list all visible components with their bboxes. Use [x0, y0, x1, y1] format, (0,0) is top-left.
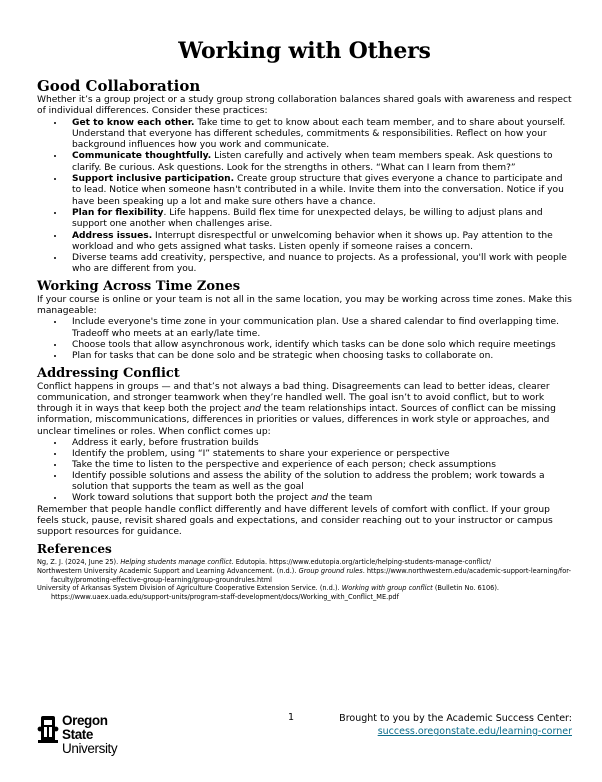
list-item: • Identify possible solutions and assess the ability of the solution to address the problem; work towards a solution that supports the team as well as the goal [65, 471, 572, 493]
good-collaboration-section [37, 77, 572, 276]
list-item: • Choose tools that allow asynchronous work, identify which tasks can be done solo which require meetings [65, 340, 572, 351]
footer-credit [339, 712, 572, 738]
list-item: • Plan for flexibility. Life happens. Build flex time for unexpected delays, be willing to adjust plans and support one another when challenges arise. [65, 208, 572, 231]
osu-logo [37, 712, 132, 756]
conflict-section [37, 366, 572, 539]
references-section [37, 542, 572, 601]
list-item: • Communicate thoughtfully. Listen carefully and actively when team members speak. Ask questions to clarify. Be curious. Ask questions. Look for the strengths in others. “What can I learn from them?” [65, 151, 572, 174]
page-title: Working with Others [178, 38, 431, 64]
collaboration-practices-list [37, 118, 572, 276]
reference-entry: University of Arkansas System Division of Agriculture Cooperative Extension Service. (n.d.). Working with group conflict (Bulletin No. 6106). https://www.uaex.uada.edu/support-units/program-staff-development/docs/Working_with_Conflict_ME.pdf [37, 584, 500, 601]
list-item: • Address issues. Interrupt disrespectful or unwelcoming behavior when it shows up. Pay attention to the workload and who gets assigned what tasks. Listen openly if someone raises a concern. [65, 231, 572, 254]
list-item: • Address it early, before frustration builds [65, 438, 572, 449]
time-zones-intro: If your course is online or your team is not all in the same location, you may be working across time zones. Make this manageable: [37, 294, 572, 317]
time-zones-heading: Working Across Time Zones [37, 278, 241, 294]
conflict-closing: Remember that people handle conflict differently and have different levels of comfort with conflict. If your group feels stuck, pause, revisit shared goals and expectations, and consider reaching out to your instructor or campus support resources for guidance. [37, 504, 553, 538]
learning-corner-link[interactable]: success.oregonstate.edu/learning-corner [377, 726, 572, 737]
reference-entry: Ng, Z. J. (2024, June 25). Helping students manage conflict. Edutopia. https://www.edutopia.org/article/helping-students-manage-conflict/ [37, 558, 491, 567]
credit-text: Brought to you by the Academic Success Center: [339, 713, 572, 724]
conflict-steps-list [37, 438, 572, 505]
good-collaboration-intro: Whether it’s a group project or a study group strong collaboration balances shared goals with awareness and respect of individual differences. Consider these practices: [37, 95, 572, 117]
page-number: 1 [288, 712, 295, 723]
list-item: • Identify the problem, using “I” statements to share your experience or perspective [65, 449, 572, 460]
list-item: • Diverse teams add creativity, perspective, and nuance to projects. As a professional, you'll work with people who are different from you. [65, 253, 572, 276]
conflict-heading: Addressing Conflict [37, 365, 180, 381]
references-list [37, 558, 572, 601]
list-item: • Take the time to listen to the perspective and experience of each person; check assumptions [65, 460, 572, 471]
list-item: • Include everyone's time zone in your communication plan. Use a shared calendar to find overlapping time. Tradeoff who meets at an early/late time. [65, 317, 572, 340]
list-item: • Get to know each other. Take time to get to know about each team member, and to share about yourself. Understand that everyone has different schedules, commitments & responsibilities. Reflect on how your background influences how you work and communicate. [65, 118, 572, 152]
reference-entry: Northwestern University Academic Support and Learning Advancement. (n.d.). Group ground rules. https://www.northwestern.edu/academic-support-learning/for-faculty/promoting-effective-group-learning/group-groundrules.html [37, 567, 571, 584]
osu-wordmark: Oregon State University [62, 713, 118, 756]
list-item: • Plan for tasks that can be done solo and be strategic when choosing tasks to collaborate on. [65, 351, 572, 362]
page-footer [37, 712, 572, 756]
references-heading: References [37, 542, 112, 557]
time-zones-list [37, 317, 572, 362]
list-item: • Work toward solutions that support both the project and the team [65, 493, 572, 504]
good-collaboration-heading: Good Collaboration [37, 77, 201, 95]
conflict-intro: Conflict happens in groups — and that’s not always a bad thing. Disagreements can lead to better ideas, clearer communication, and stronger teamwork when they’re handled well. The goal isn’t to avoid conflict, but to work through it in ways that keep both the project and the team relationships intact. Sources of conflict can be missing information, miscommunications, differences in priorities or values, differences in work style or approaches, and unclear timelines or roles. When conflict comes up: [37, 381, 556, 437]
time-zones-section [37, 279, 572, 363]
list-item: • Support inclusive participation. Create group structure that gives everyone a chance to participate and to lead. Notice when someone hasn't contributed in a while. Invite them into the conversation. Notice if you have been speaking up a lot and make sure others have a chance. [65, 174, 572, 208]
osu-seal-icon [37, 714, 59, 744]
